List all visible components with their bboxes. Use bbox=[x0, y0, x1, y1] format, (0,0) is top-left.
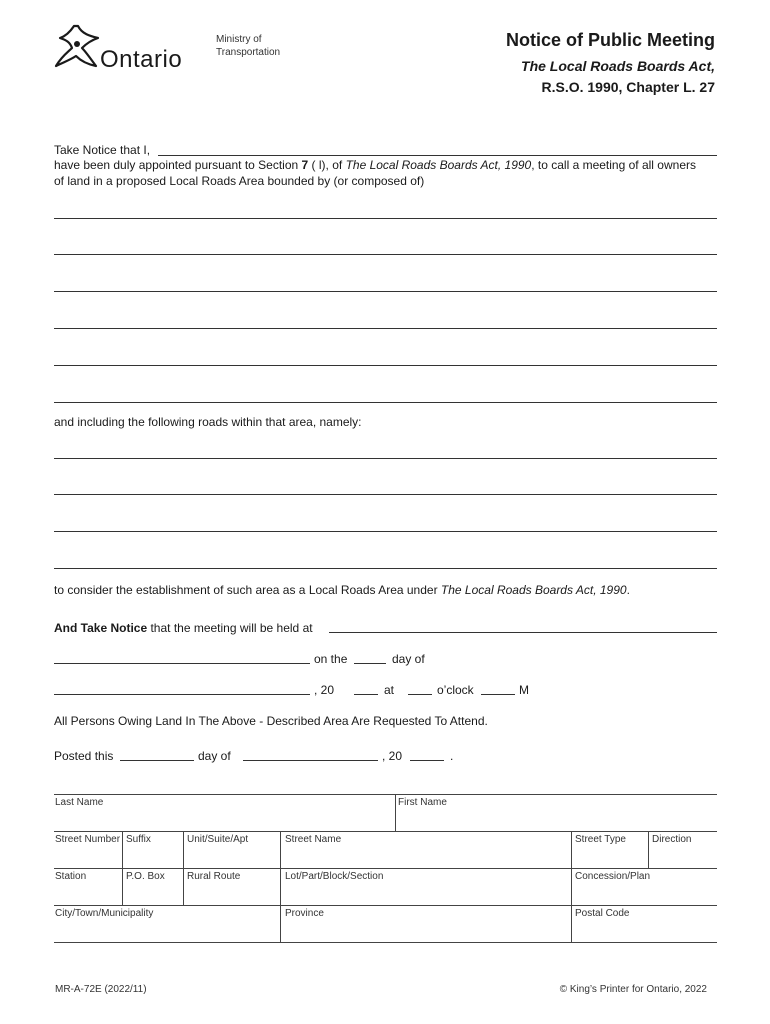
appointed-suffix: , to call a meeting of all owners bbox=[531, 158, 696, 172]
roads-line-1[interactable] bbox=[54, 458, 717, 459]
grid-bottom-border bbox=[54, 942, 717, 943]
grid-divider bbox=[183, 831, 184, 905]
city-field[interactable]: City/Town/Municipality bbox=[55, 908, 154, 919]
appointed-prefix: have been duly appointed pursuant to Section bbox=[54, 158, 302, 172]
meeting-sentence bbox=[54, 621, 313, 635]
copyright: © King’s Printer for Ontario, 2022 bbox=[559, 984, 707, 995]
po-box-field[interactable]: P.O. Box bbox=[126, 871, 165, 882]
rural-route-field[interactable]: Rural Route bbox=[187, 871, 241, 882]
roads-line-2[interactable] bbox=[54, 494, 717, 495]
appointed-sentence bbox=[54, 158, 696, 172]
section-number: 7 bbox=[301, 158, 309, 172]
posted-month-field[interactable] bbox=[243, 760, 378, 761]
concession-field[interactable]: Concession/Plan bbox=[575, 871, 651, 882]
m-label: M bbox=[519, 683, 529, 697]
meeting-month-field[interactable] bbox=[54, 694, 310, 695]
at-label: at bbox=[384, 683, 395, 697]
posted-this-label: Posted this bbox=[54, 749, 114, 763]
suffix-field[interactable]: Suffix bbox=[126, 834, 151, 845]
appointee-name-field[interactable] bbox=[158, 155, 717, 156]
posted-day-of-label: day of bbox=[198, 749, 231, 763]
boundary-line-4[interactable] bbox=[54, 328, 717, 329]
grid-row-border-3 bbox=[54, 905, 717, 906]
last-name-field[interactable]: Last Name bbox=[55, 797, 104, 808]
posted-day-field[interactable] bbox=[120, 760, 194, 761]
station-field[interactable]: Station bbox=[55, 871, 87, 882]
act-name: The Local Roads Boards Act, 1990 bbox=[345, 158, 532, 172]
meeting-hour-field[interactable] bbox=[408, 694, 432, 695]
street-number-field[interactable]: Street Number bbox=[55, 834, 121, 845]
consider-sentence bbox=[54, 583, 630, 597]
meeting-bold: And Take Notice bbox=[54, 621, 148, 635]
logo-wordmark: Ontario bbox=[100, 46, 183, 73]
ministry-name bbox=[216, 33, 280, 59]
posted-year-field[interactable] bbox=[410, 760, 444, 761]
street-type-field[interactable]: Street Type bbox=[575, 834, 626, 845]
boundary-line-1[interactable] bbox=[54, 218, 717, 219]
first-name-field[interactable]: First Name bbox=[398, 797, 447, 808]
grid-row-border-1 bbox=[54, 831, 717, 832]
trillium-icon bbox=[52, 22, 102, 72]
day-of-label: day of bbox=[392, 652, 425, 666]
meeting-rest: that the meeting will be held at bbox=[147, 621, 313, 635]
grid-divider bbox=[395, 794, 396, 831]
land-line: of land in a proposed Local Roads Area bounded by (or composed of) bbox=[54, 174, 425, 188]
boundary-line-6[interactable] bbox=[54, 402, 717, 403]
meeting-weekday-field[interactable] bbox=[54, 663, 310, 664]
grid-row-border-2 bbox=[54, 868, 717, 869]
section-sub: ( l), of bbox=[308, 158, 346, 172]
grid-divider bbox=[122, 831, 123, 905]
ministry-line-2: Transportation bbox=[216, 47, 281, 58]
statute-reference: R.S.O. 1990, Chapter L. 27 bbox=[541, 79, 715, 95]
consider-prefix: to consider the establishment of such area as a Local Roads Area under bbox=[54, 583, 441, 597]
boundary-line-2[interactable] bbox=[54, 254, 717, 255]
year-prefix-label: , 20 bbox=[314, 683, 335, 697]
roads-line-3[interactable] bbox=[54, 531, 717, 532]
form-number: MR-A-72E (2022/11) bbox=[55, 984, 147, 995]
act-title: The Local Roads Boards Act, bbox=[521, 58, 715, 74]
unit-field[interactable]: Unit/Suite/Apt bbox=[187, 834, 249, 845]
direction-field[interactable]: Direction bbox=[652, 834, 692, 845]
consider-suffix: . bbox=[626, 583, 630, 597]
boundary-line-5[interactable] bbox=[54, 365, 717, 366]
take-notice-label: Take Notice that I, bbox=[54, 143, 151, 157]
posted-year-prefix: , 20 bbox=[382, 749, 403, 763]
boundary-line-3[interactable] bbox=[54, 291, 717, 292]
ministry-line-1: Ministry of bbox=[216, 34, 262, 45]
lot-field[interactable]: Lot/Part/Block/Section bbox=[285, 871, 384, 882]
all-persons-notice: All Persons Owing Land In The Above - Described Area Are Requested To Attend. bbox=[54, 714, 488, 728]
roads-label: and including the following roads within that area, namely: bbox=[54, 415, 362, 429]
meeting-year-field[interactable] bbox=[354, 694, 378, 695]
province-field[interactable]: Province bbox=[285, 908, 324, 919]
roads-line-4[interactable] bbox=[54, 568, 717, 569]
grid-divider bbox=[571, 831, 572, 942]
street-name-field[interactable]: Street Name bbox=[285, 834, 342, 845]
oclock-label: o’clock bbox=[437, 683, 474, 697]
meeting-ampm-field[interactable] bbox=[481, 694, 515, 695]
meeting-location-field[interactable] bbox=[329, 632, 717, 633]
page-title: Notice of Public Meeting bbox=[505, 30, 715, 50]
posted-period: . bbox=[450, 749, 454, 763]
grid-divider bbox=[280, 831, 281, 942]
grid-top-border bbox=[54, 794, 717, 795]
on-the-label: on the bbox=[314, 652, 348, 666]
consider-act: The Local Roads Boards Act, 1990 bbox=[440, 583, 627, 597]
grid-divider bbox=[648, 831, 649, 868]
postal-code-field[interactable]: Postal Code bbox=[575, 908, 630, 919]
meeting-day-field[interactable] bbox=[354, 663, 386, 664]
